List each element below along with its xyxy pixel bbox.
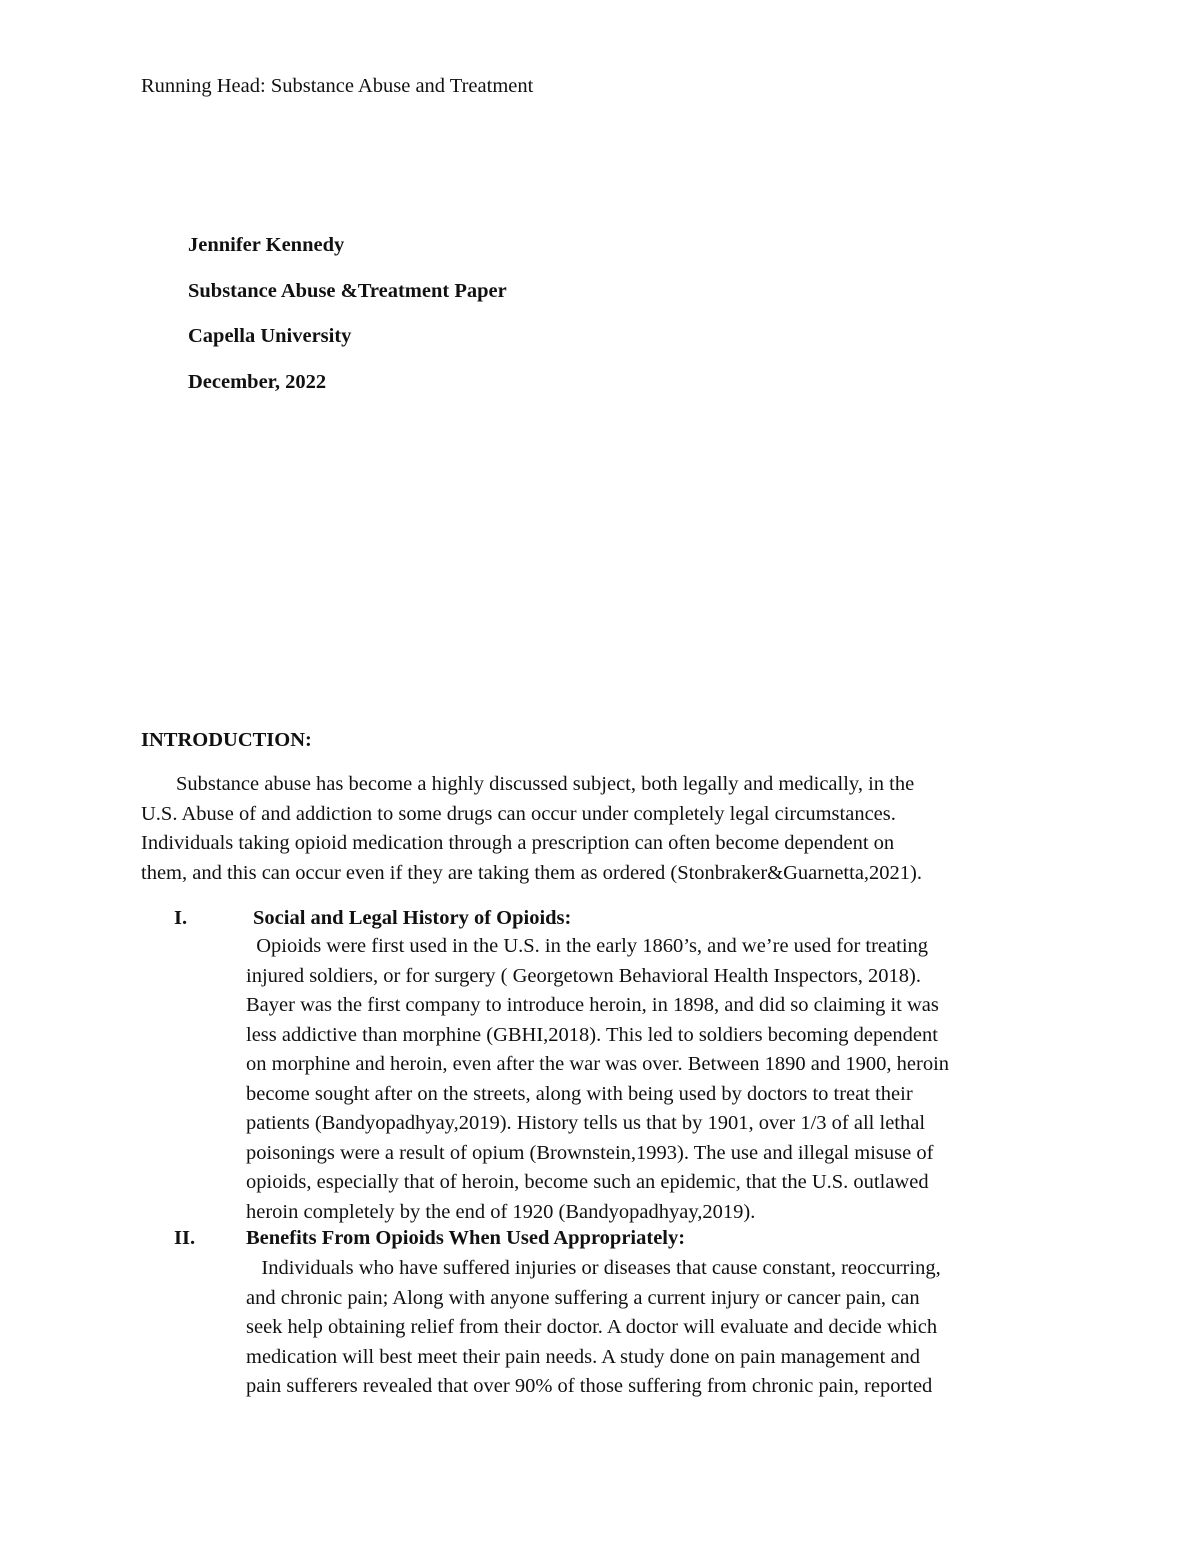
title-block [188, 233, 507, 415]
section-body [246, 1256, 941, 1404]
paragraph-line: them, and this can occur even if they are taking them as ordered (Stonbraker&Guarnetta,2021). [141, 861, 922, 884]
paper-title: Substance Abuse &Treatment Paper [188, 279, 507, 302]
paragraph-line: pain sufferers revealed that over 90% of those suffering from chronic pain, reported [246, 1375, 933, 1397]
running-head: Running Head: Substance Abuse and Treatment [141, 75, 534, 97]
paper-date: December, 2022 [188, 370, 327, 393]
introduction-heading: INTRODUCTION: [141, 729, 312, 751]
paragraph-line: less addictive than morphine (GBHI,2018). This led to soldiers becoming dependent [246, 1023, 938, 1046]
paragraph-line: heroin completely by the end of 1920 (Bandyopadhyay,2019). [246, 1200, 756, 1223]
paragraph-line: poisonings were a result of opium (Brownstein,1993). The use and illegal misuse of [246, 1141, 934, 1164]
paragraph-line: seek help obtaining relief from their doctor. A doctor will evaluate and decide which [246, 1316, 938, 1338]
paragraph-line: on morphine and heroin, even after the war was over. Between 1890 and 1900, heroin [246, 1053, 950, 1075]
section-title: Benefits From Opioids When Used Appropriately: [246, 1227, 686, 1249]
paragraph-line: U.S. Abuse of and addiction to some drugs can occur under completely legal circumstances. [141, 802, 896, 825]
introduction-paragraph [141, 772, 922, 890]
paragraph-line: Individuals taking opioid medication through a prescription can often become dependent on [141, 832, 895, 854]
section-title: Social and Legal History of Opioids: [253, 907, 572, 929]
paragraph-line: and chronic pain; Along with anyone suffering a current injury or cancer pain, can [246, 1286, 920, 1309]
institution-name: Capella University [188, 325, 352, 347]
paragraph-line: medication will best meet their pain needs. A study done on pain management and [246, 1345, 921, 1368]
paragraph-line: opioids, especially that of heroin, become such an epidemic, that the U.S. outlawed [246, 1171, 929, 1193]
section-number: I. [174, 907, 188, 929]
section-number: II. [174, 1227, 196, 1249]
paragraph-line: patients (Bandyopadhyay,2019). History tells us that by 1901, over 1/3 of all lethal [246, 1112, 926, 1134]
author-name: Jennifer Kennedy [188, 234, 345, 256]
section-body [246, 934, 949, 1229]
paragraph-line: become sought after on the streets, along with being used by doctors to treat their [246, 1082, 913, 1105]
paragraph-line: Individuals who have suffered injuries or diseases that cause constant, reoccurring, [246, 1257, 941, 1279]
paragraph-line: Substance abuse has become a highly discussed subject, both legally and medically, in the [176, 773, 915, 795]
paragraph-line: Bayer was the first company to introduce heroin, in 1898, and did so claiming it was [246, 994, 939, 1016]
paragraph-line: injured soldiers, or for surgery ( Georgetown Behavioral Health Inspectors, 2018). [246, 964, 921, 987]
paragraph-line: Opioids were first used in the U.S. in the early 1860’s, and we’re used for treating [246, 935, 929, 957]
